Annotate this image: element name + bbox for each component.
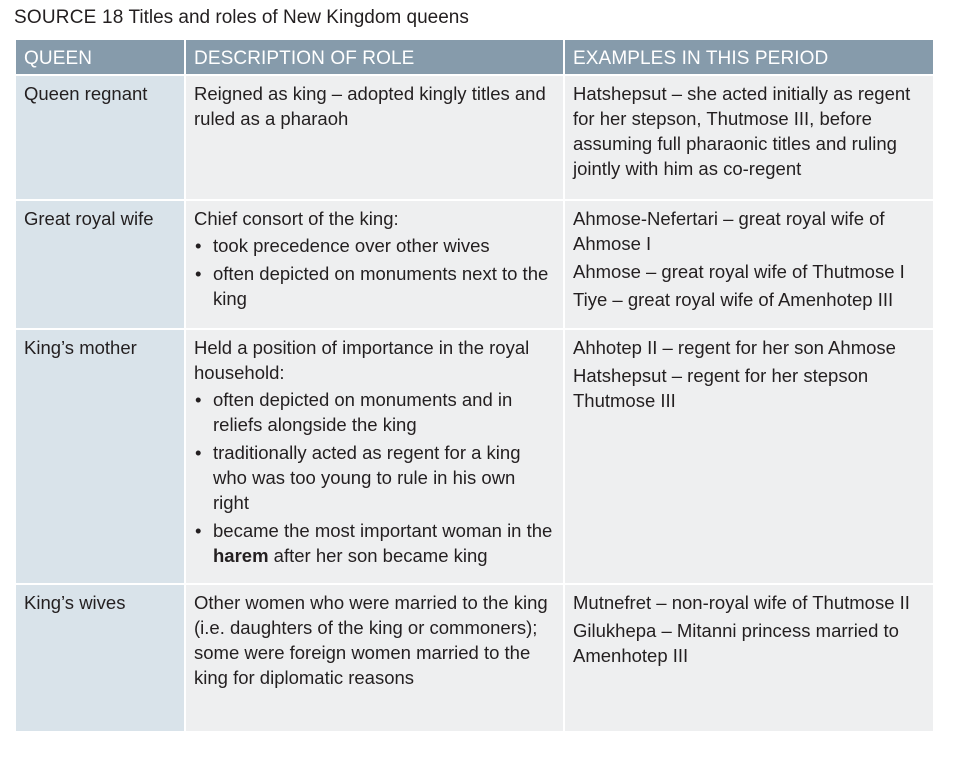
description-text: Other women who were married to the king (i.e. daughters of the king or commoners); some were foreign women married to the king for diplomatic reasons <box>194 592 548 688</box>
example-item: Ahmose-Nefertari – great royal wife of Ahmose I <box>573 208 885 254</box>
source-caption <box>14 6 469 30</box>
examples-cell <box>564 584 933 731</box>
example-item: Tiye – great royal wife of Amenhotep III <box>573 289 894 310</box>
table-row <box>16 200 933 329</box>
queens-table <box>16 40 933 731</box>
description-text: Chief consort of the king: <box>194 208 399 229</box>
example-item: Hatshepsut – regent for her stepson Thutmose III <box>573 365 869 411</box>
queen-cell: Great royal wife <box>16 200 185 329</box>
harem-term: harem <box>213 545 269 566</box>
source-title: Titles and roles of New Kingdom queens <box>128 7 469 28</box>
queen-cell: King’s mother <box>16 329 185 584</box>
description-cell <box>185 200 564 329</box>
bullet-text-before: became the most important woman in the <box>213 520 553 541</box>
bullet-item <box>194 518 555 568</box>
example-item: Hatshepsut – she acted initially as regent for her stepson, Thutmose III, before assuming full pharaonic titles and ruling jointly with him as co-regent <box>573 83 911 179</box>
description-text: Reigned as king – adopted kingly titles and ruled as a pharaoh <box>194 83 546 129</box>
bullet-item: • often depicted on monuments next to the king <box>194 261 555 311</box>
bullet-list <box>194 233 555 311</box>
examples-cell <box>564 75 933 200</box>
header-queen: QUEEN <box>16 40 185 75</box>
source-label: SOURCE 18 <box>14 7 124 28</box>
table-row <box>16 584 933 731</box>
example-item: Mutnefret – non-royal wife of Thutmose II <box>573 592 910 613</box>
example-item: Ahmose – great royal wife of Thutmose I <box>573 261 905 282</box>
example-item: Gilukhepa – Mitanni princess married to Amenhotep III <box>573 620 899 666</box>
queen-cell: King’s wives <box>16 584 185 731</box>
bullet-item: • often depicted on monuments and in reliefs alongside the king <box>194 387 555 437</box>
description-text: Held a position of importance in the royal household: <box>194 337 530 383</box>
header-examples: EXAMPLES IN THIS PERIOD <box>564 40 933 75</box>
examples-cell <box>564 329 933 584</box>
examples-cell <box>564 200 933 329</box>
description-cell <box>185 75 564 200</box>
description-cell <box>185 329 564 584</box>
header-row <box>16 40 933 75</box>
table-row <box>16 329 933 584</box>
queen-cell: Queen regnant <box>16 75 185 200</box>
bullet-text-after: after her son became king <box>268 545 488 566</box>
table-row <box>16 75 933 200</box>
description-cell <box>185 584 564 731</box>
bullet-item: • traditionally acted as regent for a king who was too young to rule in his own right <box>194 440 555 515</box>
example-item: Ahhotep II – regent for her son Ahmose <box>573 337 896 358</box>
bullet-item: • took precedence over other wives <box>194 233 555 258</box>
bullet-list <box>194 387 555 568</box>
header-description: DESCRIPTION OF ROLE <box>185 40 564 75</box>
